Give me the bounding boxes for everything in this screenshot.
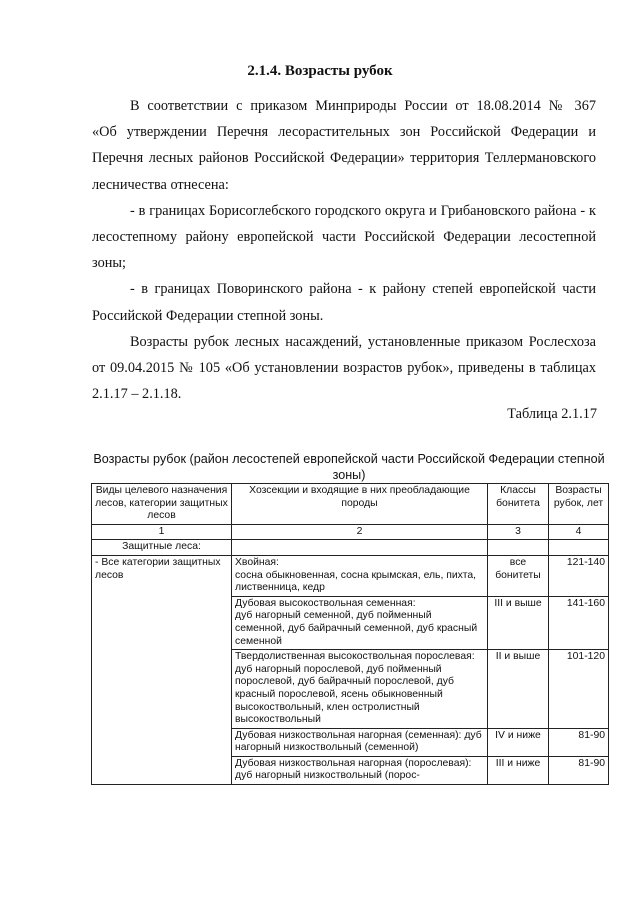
age-cell: 101-120 — [549, 650, 609, 729]
section-name: Дубовая низкоствольная нагорная (порослевая): — [235, 757, 472, 769]
age-cell: 81-90 — [549, 728, 609, 756]
section-heading: 2.1.4. Возрасты рубок — [247, 63, 393, 79]
species-list: дуб нагорный семенной, дуб пойменный семенной, дуб байрачный семенной, дуб красный семенной — [235, 610, 478, 647]
section-name: Хвойная: — [235, 556, 279, 568]
species-list: сосна обыкновенная, сосна крымская, ель, пихта, лиственница, кедр — [235, 569, 477, 594]
age-cell: 141-160 — [549, 596, 609, 649]
species-list: дуб нагорный низкоствольный (порос- — [235, 770, 420, 782]
class-cell: IV и ниже — [488, 728, 549, 756]
class-cell: III и выше — [488, 596, 549, 649]
section-cell — [232, 728, 488, 756]
cutting-age-table — [91, 483, 609, 785]
class-cell: III и ниже — [488, 756, 549, 784]
section-name: Твердолиственная высокоствольная порослевая: — [235, 651, 475, 663]
column-number-row — [92, 524, 609, 540]
section-cell — [232, 596, 488, 649]
header-purpose: Виды целевого назначения лесов, категории защитных лесов — [92, 484, 232, 525]
group-label: Защитные леса: — [92, 540, 232, 556]
col-number-3: 3 — [488, 524, 549, 540]
paragraph-1-rest: «Об утверждении Перечня лесорастительных зон Российской Федерации и Перечня лесных районов Российской Федерации» территория Теллермановского лесничества отнесена: — [92, 124, 596, 193]
header-age: Возрасты рубок, лет — [549, 484, 609, 525]
col-number-2: 2 — [232, 524, 488, 540]
class-cell: все бонитеты — [488, 555, 549, 596]
age-cell: 121-140 — [549, 555, 609, 596]
section-cell — [232, 756, 488, 784]
col-number-4: 4 — [549, 524, 609, 540]
table-caption: Возрасты рубок (район лесостепей европейской части Российской Федерации степной зоны) — [93, 452, 605, 482]
group-row — [92, 540, 609, 556]
section-name: Дубовая низкоствольная нагорная (семенная): — [235, 729, 462, 741]
category-cell: - Все категории защитных лесов — [92, 555, 232, 784]
paragraph-4: Возрасты рубок лесных насаждений, установленные приказом Рослесхоза от 09.04.2015 № 105 «Об установлении возрастов рубок», приведены в таблицах 2.1.17 – 2.1.18. — [92, 333, 596, 403]
paragraph-1-line-1: В соответствии с приказом Минприроды России от 18.08.2014 № 367 — [130, 98, 596, 114]
section-cell — [232, 555, 488, 596]
species-list: дуб нагорный низкоствольный (семенной) — [235, 729, 482, 754]
section-name: Дубовая высокоствольная семенная: — [235, 597, 416, 609]
body-text — [92, 93, 596, 407]
header-class: Классы бонитета — [488, 484, 549, 525]
species-list: дуб нагорный порослевой, дуб пойменный порослевой, дуб байрачный порослевой, дуб красный порослевой, ясень обыкновенный высокоствольный, клен остролистный высокоствольный — [235, 663, 454, 726]
col-number-1: 1 — [92, 524, 232, 540]
paragraph-2: - в границах Борисоглебского городского округа и Грибановского района - к лесостепному району европейской части Российской Федерации лесостепной зоны; — [92, 202, 596, 272]
header-section: Хозсекции и входящие в них преобладающие породы — [232, 484, 488, 525]
age-cell: 81-90 — [549, 756, 609, 784]
table-header-row — [92, 484, 609, 525]
class-cell: II и выше — [488, 650, 549, 729]
table-row — [92, 555, 609, 596]
table-label: Таблица 2.1.17 — [507, 406, 597, 422]
section-cell — [232, 650, 488, 729]
paragraph-3: - в границах Поворинского района - к району степей европейской части Российской Федерации степной зоны. — [92, 281, 596, 324]
